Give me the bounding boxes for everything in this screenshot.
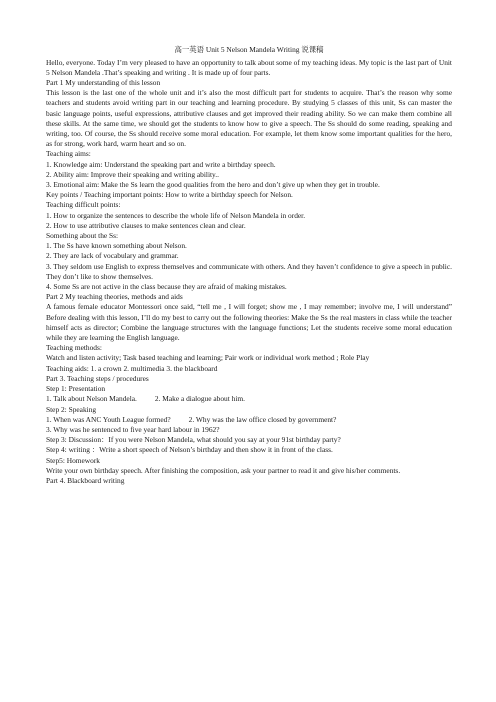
- step3-heading: Step 3: Discussion：If you were Nelson Mandela, what should you say at your 91st birthday party?: [46, 435, 341, 445]
- part1-heading: Part 1 My understanding of this lesson: [46, 78, 161, 87]
- part2-heading: Part 2 My teaching theories, methods and aids: [46, 292, 183, 302]
- part2-body: A famous female educator Montessori once said, “tell me , I will forget; show me , I may remember; involve me, I will understand” Before dealing with this lesson, I’ll do my best to carry out the following theories: Make the Ss the real masters in class while the teacher himself acts as director; Combine the language structures with the language functions; Let the students receive some moral education while they are learning the English language.: [46, 302, 452, 343]
- step-item: 1. Talk about Nelson Mandela.: [46, 394, 137, 404]
- step5-heading: Step5: Homework: [46, 455, 100, 465]
- step-item: 2. Why was the law office closed by government?: [188, 414, 337, 424]
- aim-item: 2. Ability aim: Improve their speaking and writing ability..: [46, 169, 219, 179]
- teaching-aids: Teaching aids: 1. a crown 2. multimedia 3. the blackboard: [46, 363, 218, 373]
- ss-heading: Something about the Ss:: [46, 231, 119, 241]
- step4-heading: Step 4: writing ：Write a short speech of Nelson’s birthday and then show it in front of the class.: [46, 445, 333, 455]
- ss-item: 2. They are lack of vocabulary and grammar.: [46, 251, 179, 261]
- aim-item: 3. Emotional aim: Make the Ss learn the good qualities from the hero and don’t give up when they get in trouble.: [46, 180, 380, 190]
- methods-list: Watch and listen activity; Task based teaching and learning; Pair work or individual work method ; Role Play: [46, 353, 370, 363]
- part4-heading: Part 4. Blackboard writing: [46, 475, 125, 485]
- part1-body: This lesson is the last one of the whole unit and it’s also the most difficult part for students to acquire. That’s the reason why some teachers and students avoid writing part in our teaching and learning procedure. By studying 5 classes of this unit, Ss can master the basic language points, useful expressions, attributive clauses and get improved their reading ability. So we can make them combine all these skills. At the same time, we should get the students to know how to give a speech. The Ss should do some reading, speaking and writing, too. Of course, the Ss should receive some moral education. For example, let them know some important qualities for the hero, as for strong, work hard, warm heart and so on.: [46, 88, 452, 149]
- part3-heading: Part 3. Teaching steps / procedures: [46, 373, 149, 383]
- step-item: 1. When was ANC Youth League formed?: [46, 414, 171, 424]
- step-item: 3. Why was he sentenced to five year hard labour in 1962?: [46, 424, 220, 434]
- document-title: 高一英语 Unit 5 Nelson Mandela Writing 说课稿: [174, 45, 324, 55]
- ss-item: 1. The Ss have known something about Nelson.: [46, 241, 187, 251]
- aim-item: 1. Knowledge aim: Understand the speaking part and write a birthday speech.: [46, 159, 276, 169]
- intro-paragraph: Hello, everyone. Today I’m very pleased to have an opportunity to talk about some of my teaching ideas. My topic is the last part of Unit 5 Nelson Mandela .That’s speaking and writing . It is made up of four parts.: [46, 57, 452, 77]
- methods-heading: Teaching methods:: [46, 343, 102, 353]
- difficult-item: 1. How to organize the sentences to describe the whole life of Nelson Mandela in order.: [46, 210, 306, 220]
- aims-heading: Teaching aims:: [46, 149, 91, 159]
- document-page: [46, 38, 452, 486]
- difficult-item: 2. How to use attributive clauses to make sentences clean and clear.: [46, 220, 246, 230]
- ss-item: 3. They seldom use English to express themselves and communicate with others. And they haven’t confidence to give a speech in public. They don’t like to show themselves.: [46, 261, 452, 281]
- key-points: Key points / Teaching important points: How to write a birthday speech for Nelson.: [46, 190, 293, 200]
- step5-body: Write your own birthday speech. After finishing the composition, ask your partner to read it and give his/her comments.: [46, 465, 401, 475]
- step1-items: [46, 394, 452, 404]
- ss-item: 4. Some Ss are not active in the class because they are afraid of making mistakes.: [46, 282, 287, 292]
- step-item: 2. Make a dialogue about him.: [154, 394, 245, 404]
- difficult-heading: Teaching difficult points:: [46, 200, 121, 210]
- step1-heading: Step 1: Presentation: [46, 384, 106, 394]
- step2-heading: Step 2: Speaking: [46, 404, 97, 414]
- step2-items: [46, 415, 452, 425]
